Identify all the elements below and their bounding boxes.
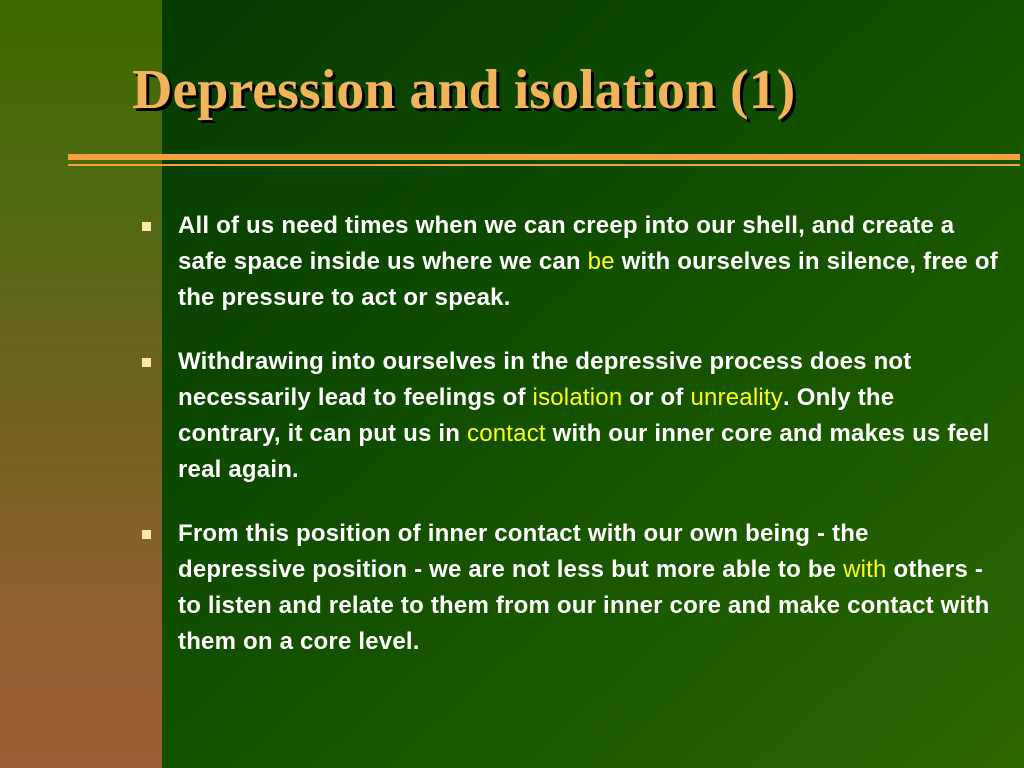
text-segment: others - to listen and relate to them from our inner core and make contact with them on a core level. (178, 556, 990, 655)
text-segment: . Only the contrary, it can put us in (178, 384, 895, 447)
square-bullet-icon (142, 222, 151, 231)
bullet-list (140, 208, 1000, 688)
bullet-item-3 (140, 516, 1000, 660)
bullet-text (178, 208, 1000, 316)
square-bullet-icon (142, 358, 151, 367)
bullet-text (178, 344, 1000, 488)
title-divider-thick (68, 154, 1020, 160)
square-bullet-icon (142, 530, 151, 539)
highlighted-word: contact (467, 420, 546, 447)
bullet-text (178, 516, 1000, 660)
text-segment: All of us need times when we can creep into our shell, and create a safe space inside us where we can (178, 212, 955, 275)
text-segment: or of (622, 384, 691, 411)
text-segment: with our inner core and makes us feel real again. (178, 420, 990, 483)
bullet-item-1 (140, 208, 1000, 316)
highlighted-word: with (843, 556, 887, 583)
bullet-item-2 (140, 344, 1000, 488)
title-divider-thin (68, 164, 1020, 166)
text-segment: Withdrawing into ourselves in the depressive process does not necessarily lead to feelings of (178, 348, 912, 411)
slide-title: Depression and isolation (1) (132, 59, 796, 121)
text-segment: From this position of inner contact with our own being - the depressive position - we are not less but more able to be (178, 520, 869, 583)
highlighted-word: unreality (690, 384, 783, 411)
highlighted-word: be (587, 248, 615, 275)
highlighted-word: isolation (532, 384, 623, 411)
text-segment: with ourselves in silence, free of the pressure to act or speak. (178, 248, 998, 311)
